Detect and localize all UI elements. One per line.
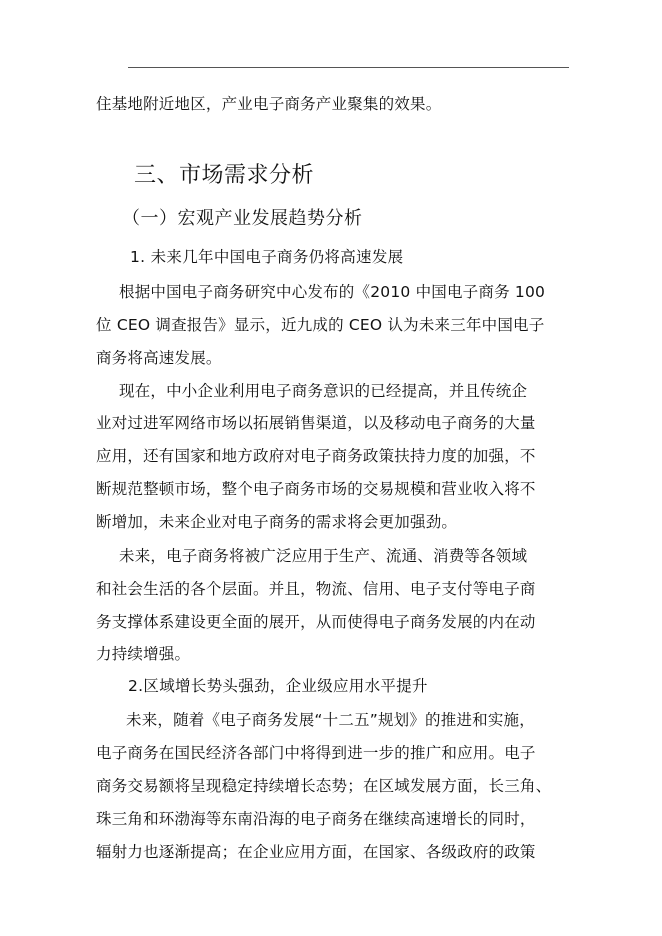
para1-line: 位 CEO 调查报告》显示，近九成的 CEO 认为未来三年中国电子 bbox=[96, 316, 545, 334]
para1-line: 根据中国电子商务研究中心发布的《2010 中国电子商务 100 bbox=[119, 283, 546, 301]
header-rule bbox=[128, 67, 569, 68]
para3-line: 力持续增强。 bbox=[96, 645, 191, 663]
para4-line: 商务交易额将呈现稳定持续增长态势；在区域发展方面，长三角、 bbox=[96, 777, 552, 795]
point2-title: 2.区域增长势头强劲，企业级应用水平提升 bbox=[128, 677, 428, 695]
intro-line: 住基地附近地区，产业电子商务产业聚集的效果。 bbox=[96, 95, 442, 113]
para2-line: 断规范整顿市场，整个电子商务市场的交易规模和营业收入将不 bbox=[96, 480, 536, 498]
para2-line: 断增加，未来企业对电子商务的需求将会更加强劲。 bbox=[96, 513, 458, 531]
para3-line: 务支撑体系建设更全面的展开，从而使得电子商务发展的内在动 bbox=[96, 613, 536, 631]
para1-line: 商务将高速发展。 bbox=[96, 349, 222, 367]
para4-line: 辐射力也逐渐提高；在企业应用方面，在国家、各级政府的政策 bbox=[96, 843, 536, 861]
subsection-title: （一）宏观产业发展趋势分析 bbox=[122, 208, 363, 229]
para3-line: 未来，电子商务将被广泛应用于生产、流通、消费等各领域 bbox=[119, 547, 528, 565]
para4-line: 电子商务在国民经济各部门中将得到进一步的推广和应用。电子 bbox=[96, 744, 536, 762]
section-title: 三、市场需求分析 bbox=[134, 163, 315, 188]
para2-line: 应用，还有国家和地方政府对电子商务政策扶持力度的加强，不 bbox=[96, 447, 536, 465]
para3-line: 和社会生活的各个层面。并且，物流、信用、电子支付等电子商 bbox=[96, 580, 536, 598]
para2-line: 现在，中小企业利用电子商务意识的已经提高，并且传统企 bbox=[119, 382, 528, 400]
para4-line: 珠三角和环渤海等东南沿海的电子商务在继续高速增长的同时， bbox=[96, 810, 536, 828]
point1-title: 1. 未来几年中国电子商务仍将高速发展 bbox=[130, 248, 404, 266]
para2-line: 业对过进军网络市场以拓展销售渠道，以及移动电子商务的大量 bbox=[96, 414, 536, 432]
para4-line: 未来，随着《电子商务发展“十二五”规划》的推进和实施， bbox=[126, 711, 535, 729]
